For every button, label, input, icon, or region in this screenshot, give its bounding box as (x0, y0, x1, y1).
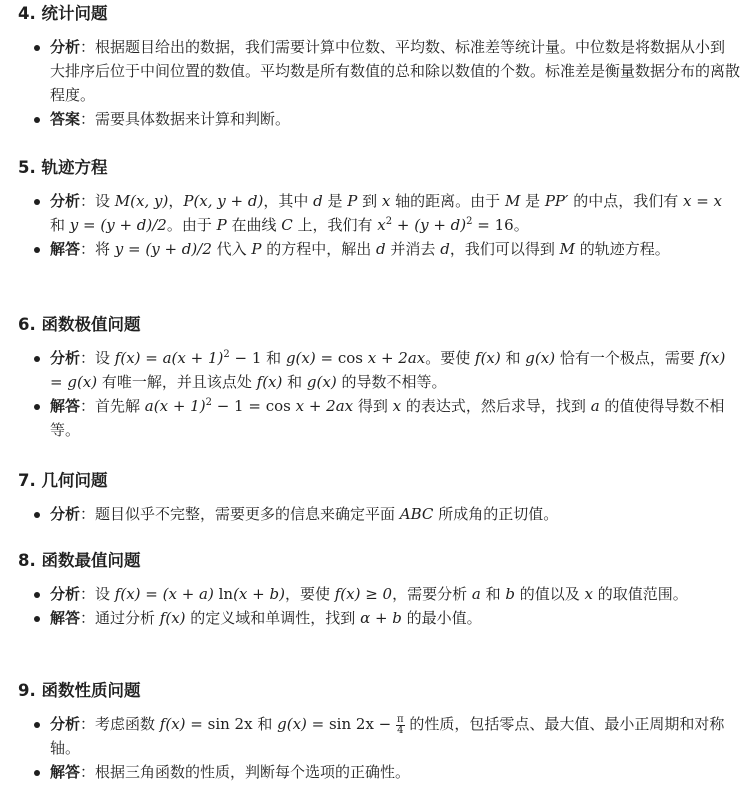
solution-text: ：根据三角函数的性质，判断每个选项的正确性。 (80, 763, 411, 781)
math: f(x) (256, 373, 283, 391)
analysis-label: 分析 (50, 585, 81, 603)
superscript: 2 (223, 349, 230, 360)
text: 有唯一解，并且该点处 (97, 373, 257, 391)
section-9-analysis (18, 712, 740, 760)
math: f(x) (475, 349, 501, 367)
text: 在曲线 (226, 216, 282, 234)
analysis-label: 分析 (50, 38, 81, 56)
math: ABC (399, 505, 434, 523)
text: 轴的距离。由于 (390, 192, 505, 210)
text: 的表达式，然后求导，找到 (401, 397, 591, 415)
text: ，我们可以得到 (449, 240, 560, 258)
text: ：考虑函数 (80, 715, 160, 733)
math: f(x) ≥ 0 (334, 585, 393, 603)
math: d (313, 192, 323, 210)
superscript: 2 (385, 216, 393, 227)
section-5-solution (18, 237, 740, 261)
text: ：首先解 (80, 397, 145, 415)
section-7-analysis (18, 502, 740, 526)
math-part: f(x) = a(x + 1) (114, 349, 224, 367)
math-part: g(x) = (285, 349, 338, 367)
math: f(x) = g(x) (50, 349, 726, 391)
math (145, 397, 353, 415)
math-part: 2x − (351, 715, 397, 733)
text: 的轨迹方程。 (574, 240, 670, 258)
text: 并消去 (385, 240, 441, 258)
text: 和 (480, 585, 506, 603)
math: d (376, 240, 386, 258)
text: 的最小值。 (401, 609, 482, 627)
answer-text: ：需要具体数据来计算和判断。 (80, 110, 291, 128)
section-4-answer (18, 107, 740, 131)
text: 所成角的正切值。 (433, 505, 559, 523)
math-part: 2x (229, 715, 253, 733)
text: ：通过分析 (80, 609, 160, 627)
text: 是 (322, 192, 348, 210)
math-function: cos (265, 397, 291, 415)
math: x (584, 585, 594, 603)
math (286, 349, 425, 367)
section-4 (18, 3, 740, 131)
section-7-list (18, 502, 740, 526)
analysis-text: ：根据题目给出的数据，我们需要计算中位数、平均数、标准差等统计量。中位数是将数据从小到大排序后位于中间位置的数值。平均数是所有数值的总和除以数值的个数。标准差是衡量数据分布的离散程度。 (50, 38, 741, 104)
text: 的中点，我们有 (568, 192, 683, 210)
text: 上，我们有 (292, 216, 378, 234)
math-part: − 1 (229, 349, 262, 367)
section-8-analysis (18, 582, 740, 606)
math: C (281, 216, 293, 234)
math-part: f(x) = (x + a) (114, 585, 219, 603)
section-9-title: 9. 函数性质问题 (18, 681, 141, 700)
solution-label: 解答 (50, 240, 81, 258)
section-5-list (18, 189, 740, 261)
solution-label: 解答 (50, 763, 81, 781)
math (115, 349, 262, 367)
text: 的值使得导数不相等。 (50, 397, 725, 439)
text: ，要使 (284, 585, 335, 603)
math-function: sin (207, 715, 230, 733)
text: 的导数不相等。 (336, 373, 447, 391)
text: 和 (50, 216, 70, 234)
text: 到 (357, 192, 382, 210)
text: 。要使 (425, 349, 476, 367)
section-4-title: 4. 统计问题 (18, 4, 108, 23)
math: M (504, 192, 521, 210)
text: 恰有一个极点，需要 (555, 349, 700, 367)
text: ， (168, 192, 184, 210)
math: M (559, 240, 575, 258)
math-part: (x + b) (233, 585, 285, 603)
section-5-analysis (18, 189, 740, 237)
text: 是 (520, 192, 545, 210)
text: ，其中 (263, 192, 314, 210)
math (277, 713, 405, 736)
math-part: x + 2ax (290, 397, 354, 415)
section-5 (18, 157, 740, 261)
solution-label: 解答 (50, 609, 81, 627)
text: 和 (252, 715, 278, 733)
math: x (392, 397, 402, 415)
solution-label: 解答 (50, 397, 81, 415)
math-part: g(x) = (277, 715, 329, 733)
fraction (396, 715, 405, 736)
section-6-solution (18, 394, 740, 442)
section-4-list (18, 35, 740, 131)
math: x = x (682, 192, 723, 210)
text: 的值以及 (515, 585, 585, 603)
analysis-label: 分析 (50, 192, 81, 210)
answer-label: 答案 (50, 110, 81, 128)
section-8-list (18, 582, 740, 630)
text: 。 (513, 216, 529, 234)
section-8-title: 8. 函数最值问题 (18, 551, 141, 570)
math: M(x, y) (114, 192, 169, 210)
numerator: π (397, 713, 404, 725)
text: ，需要分析 (392, 585, 472, 603)
math: P (216, 216, 227, 234)
text: 的定义域和单调性，找到 (185, 609, 361, 627)
text: ：设 (80, 585, 115, 603)
section-8-solution (18, 606, 740, 630)
text: 得到 (353, 397, 393, 415)
text: 。由于 (166, 216, 217, 234)
section-5-title: 5. 轨迹方程 (18, 158, 108, 177)
math-part: f(x) = (159, 715, 208, 733)
math (377, 216, 513, 234)
superscript: 2 (205, 397, 212, 408)
math-part: + (y + d) (392, 216, 467, 234)
math (160, 715, 253, 733)
math: PP′ (544, 192, 569, 210)
math: b (505, 585, 515, 603)
section-8 (18, 550, 740, 630)
section-9 (18, 680, 740, 784)
section-9-solution (18, 760, 740, 784)
math: α + b (360, 609, 402, 627)
text: 和 (500, 349, 526, 367)
math-part: − 1 = (211, 397, 266, 415)
math: x (381, 192, 391, 210)
analysis-label: 分析 (50, 505, 81, 523)
math (115, 585, 285, 603)
text: 的取值范围。 (593, 585, 688, 603)
math: y = (y + d)/2 (114, 240, 212, 258)
math: g(x) (525, 349, 556, 367)
section-9-list (18, 712, 740, 784)
math: P(x, y + d) (183, 192, 264, 210)
math: f(x) (159, 609, 186, 627)
section-6-analysis (18, 346, 740, 394)
math-part: a(x + 1) (144, 397, 206, 415)
math: y = (y + d)/2 (69, 216, 167, 234)
section-6 (18, 314, 740, 442)
math: a (590, 397, 600, 415)
section-6-list (18, 346, 740, 442)
text: 和 (282, 373, 307, 391)
analysis-label: 分析 (50, 349, 81, 367)
math: P (251, 240, 262, 258)
section-7 (18, 470, 740, 526)
text: 代入 (211, 240, 252, 258)
math-part: x + 2ax (362, 349, 426, 367)
section-4-analysis (18, 35, 740, 107)
math-function: sin (328, 715, 352, 733)
text: ：将 (80, 240, 115, 258)
text: ：题目似乎不完整，需要更多的信息来确定平面 (80, 505, 400, 523)
math: d (440, 240, 450, 258)
superscript: 2 (466, 216, 473, 227)
text: 和 (261, 349, 286, 367)
math-part: x (377, 216, 386, 234)
math: a (471, 585, 481, 603)
math: P (347, 192, 358, 210)
math-part: = 16 (472, 216, 514, 234)
text: 的性质，包括零点、最大值、最小正周期和对称轴。 (50, 715, 725, 757)
math-function: cos (337, 349, 363, 367)
denominator: 4 (397, 724, 404, 736)
text: ：设 (80, 192, 115, 210)
math-function: ln (218, 585, 234, 603)
section-7-title: 7. 几何问题 (18, 471, 108, 490)
math: g(x) (306, 373, 337, 391)
analysis-label: 分析 (50, 715, 81, 733)
section-6-title: 6. 函数极值问题 (18, 315, 141, 334)
text: ：设 (80, 349, 115, 367)
text: 的方程中，解出 (261, 240, 377, 258)
